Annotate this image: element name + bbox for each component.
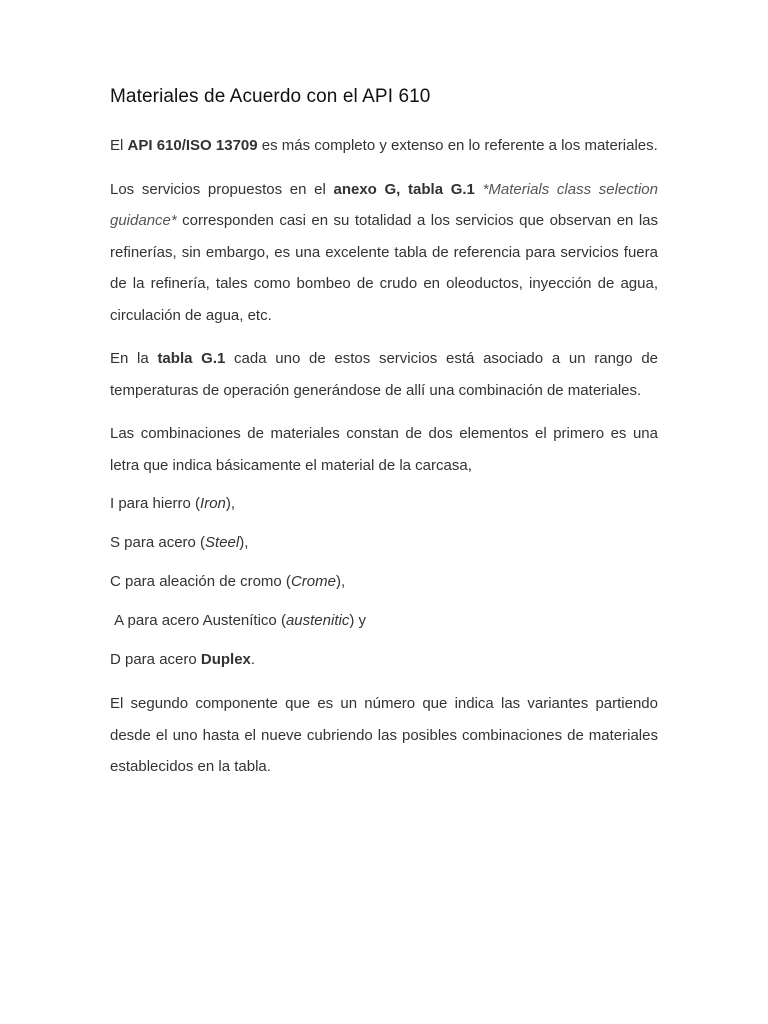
italic-text: Iron — [200, 495, 226, 512]
paragraph-segundo-componente: El segundo componente que es un número que indica las variantes partiendo desde el uno hasta el nueve cubriendo las posibles combinaciones de materiales establecidos en la tabla. — [110, 695, 658, 775]
text: ), — [239, 534, 249, 551]
text: D para acero — [110, 651, 201, 668]
page-title: Materiales de Acuerdo con el API 610 — [110, 86, 431, 107]
text: . — [250, 651, 256, 668]
bold-text: API 610/ISO 13709 — [127, 137, 258, 154]
text: ), — [225, 495, 236, 512]
list-item-steel — [110, 532, 658, 554]
text: El — [110, 137, 128, 154]
paragraph-api-610 — [110, 130, 658, 162]
text: I para hierro ( — [110, 495, 201, 512]
italic-text: *Materials class selection guidance* — [110, 180, 658, 229]
text: En la — [110, 350, 158, 367]
text: C para aleación de cromo ( — [110, 573, 291, 590]
list-item-iron — [110, 493, 658, 515]
italic-text: Crome — [290, 573, 336, 590]
bold-text: tabla G.1 — [157, 350, 226, 367]
text: A para acero Austenítico ( — [110, 612, 286, 629]
italic-text: austenitic — [285, 612, 350, 629]
list-item-crome — [110, 571, 658, 593]
text: es más completo y extenso en lo referente a los materiales. — [257, 137, 658, 154]
list-item-austenitic — [110, 610, 658, 632]
paragraph-anexo-g — [110, 174, 658, 332]
italic-text: Steel — [205, 534, 240, 551]
bold-text: anexo G, tabla G.1 — [333, 180, 475, 198]
text: corresponden casi en su totalidad a los servicios que observan en las refinerías, sin embargo, es una excelente tabla de referencia para servicios fuera de la refinería, tales como bombeo de crudo en oleoductos, inyección de agua, circulación de agua, etc. — [110, 212, 658, 324]
paragraph-tabla-g1 — [110, 343, 658, 406]
text: ), — [335, 573, 346, 590]
list-item-duplex — [110, 649, 658, 671]
text: Los servicios propuestos en el — [110, 180, 334, 198]
paragraph-combinaciones: Las combinaciones de materiales constan de dos elementos el primero es una letra que indica básicamente el material de la carcasa, — [110, 425, 658, 474]
text: cada uno de estos servicios está asociado a un rango de temperaturas de operación generándose de allí una combinación de materiales. — [110, 350, 659, 399]
text: S para acero ( — [110, 534, 206, 551]
bold-text: Duplex — [200, 651, 251, 668]
text: ) y — [349, 612, 366, 629]
